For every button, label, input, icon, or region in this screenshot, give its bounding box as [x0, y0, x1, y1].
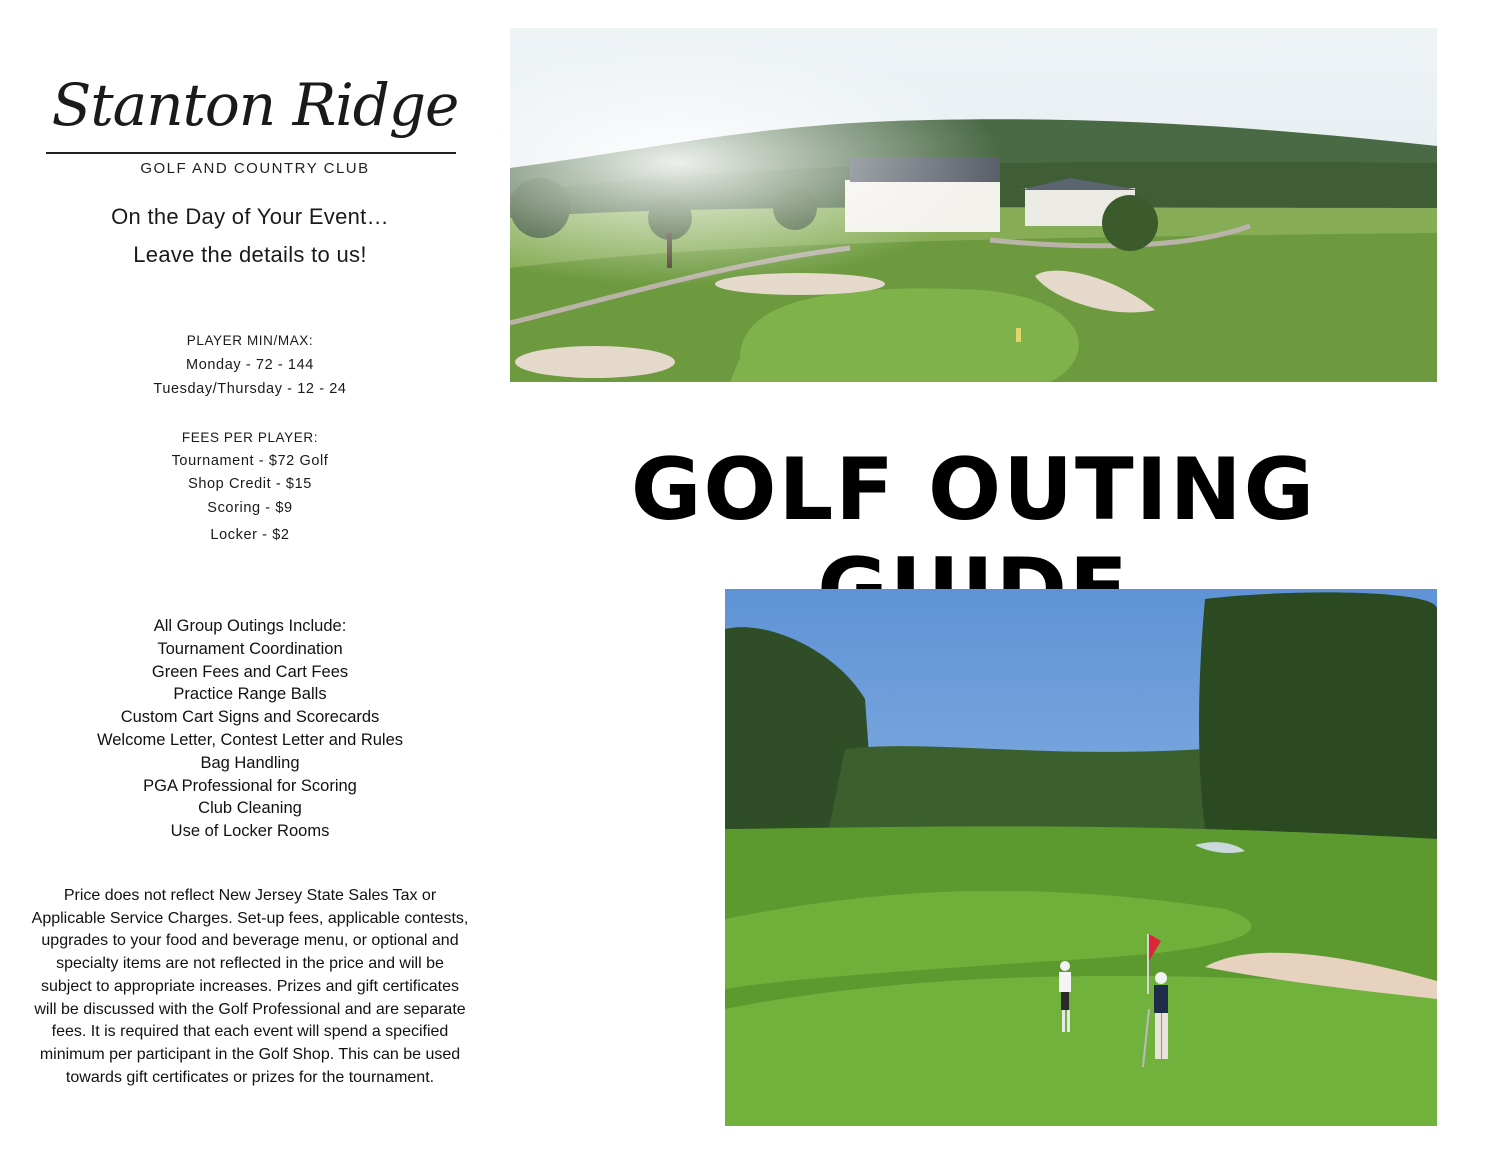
aerial-clubhouse-photo — [510, 28, 1437, 382]
tagline-line-2: Leave the details to us! — [133, 242, 367, 267]
player-minmax-row: Tuesday/Thursday - 12 - 24 — [153, 381, 347, 397]
player-minmax-heading: PLAYER MIN/MAX: — [186, 333, 314, 348]
tagline-line-1: On the Day of Your Event… — [111, 204, 389, 229]
club-logo — [40, 70, 470, 180]
fee-row: Locker - $2 — [210, 527, 290, 543]
includes-list — [40, 615, 460, 843]
list-item: Green Fees and Cart Fees — [151, 662, 349, 681]
fee-row: Shop Credit - $15 — [188, 476, 312, 492]
list-item: Welcome Letter, Contest Letter and Rules — [96, 730, 404, 749]
fees-heading: FEES PER PLAYER: — [181, 430, 319, 445]
list-item: Tournament Coordination — [157, 639, 343, 658]
list-item: PGA Professional for Scoring — [143, 776, 357, 795]
logo-rule — [46, 152, 456, 154]
list-item: Practice Range Balls — [173, 685, 327, 704]
logo-subtitle: GOLF AND COUNTRY CLUB — [140, 160, 370, 177]
list-item: Club Cleaning — [198, 799, 302, 818]
fine-print: Price does not reflect New Jersey State Sales Tax or Applicable Service Charges. Set-up fees, applicable contests, upgrades to your food and beverage menu, or optional and specialty items are not reflected in the price and will be subject to appropriate increases. Prizes and gift certificates will be discussed with the Golf Professional and are separate fees. It is required that each event will spend a specified minimum per participant in the Golf Shop. This can be used towards gift certificates or prizes for the tournament. — [31, 887, 469, 1086]
includes-heading: All Group Outings Include: — [153, 617, 347, 635]
logo-script-name: Stanton Ridge — [51, 71, 459, 139]
list-item: Use of Locker Rooms — [170, 822, 330, 841]
page-title: GOLF OUTING — [630, 440, 1317, 540]
list-item: Bag Handling — [200, 753, 300, 772]
fee-row: Scoring - $9 — [207, 500, 293, 516]
golfers-on-green-photo — [725, 589, 1437, 1126]
fee-row: Tournament - $72 Golf — [171, 453, 329, 469]
player-minmax-row: Monday - 72 - 144 — [186, 357, 314, 373]
list-item: Custom Cart Signs and Scorecards — [120, 708, 380, 727]
